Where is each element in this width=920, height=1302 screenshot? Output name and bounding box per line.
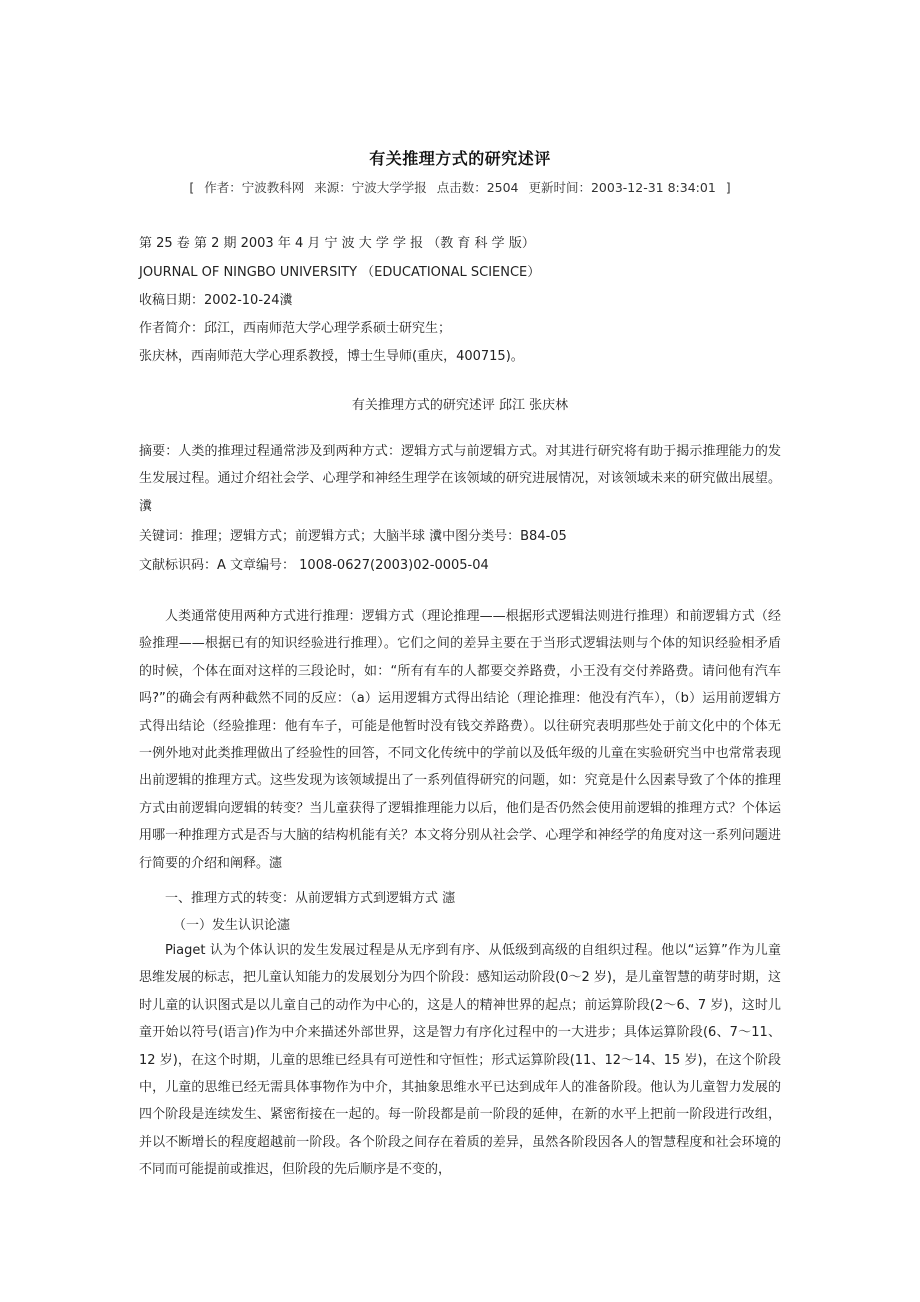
author-intro-1: 作者简介：邱江，西南师范大学心理学系硕士研究生； — [139, 321, 452, 336]
author-intro-2: 张庆林，西南师范大学心理系教授，博士生导师(重庆，400715)。 — [139, 349, 524, 364]
received-date: 收稿日期：2002-10-24瀵 — [139, 293, 293, 308]
journal-english-name: JOURNAL OF NINGBO UNIVERSITY （EDUCATIONAL SCIENCE） — [139, 265, 541, 280]
body-paragraph-2: Piaget 认为个体认识的发生发展过程是从无序到有序、从低级到高级的自组织过程。他以“运算”作为儿童思维发展的标志，把儿童认知能力的发展划分为四个阶段：感知运动阶段(0～2 岁)，是儿童智慧的萌芽时期，这时儿童的认识图式是以儿童自己的动作为中心的，这是人的精神世界的起点；前运算阶段(2～6、7 岁)，这时儿童开始以符号(语言)作为中介来描述外部世界，这是智力有序化过程中的一大进步；具体运算阶段(6、7～11、12 岁)，在这个时期，儿童的思维已经具有可逆性和守恒性；形式运算阶段(11、12～14、15 岁)，在这个阶段中，儿童的思维已经无需具体事物作为中介，其抽象思维水平已达到成年人的准备阶段。他认为儿童智力发展的四个阶段是连续发生、紧密衔接在一起的。每一阶段都是前一阶段的延伸，在新的水平上把前一阶段进行改组，并以不断增长的程度超越前一阶段。各个阶段之间存在着质的差异，虽然各阶段因各人的智慧程度和社会环境的不同而可能提前或推迟，但阶段的先后顺序是不变的， — [139, 943, 781, 1178]
meta-author: 作者：宁波教科网 — [204, 180, 305, 195]
meta-close-bracket: ] — [725, 180, 731, 195]
body-paragraph-1: 人类通常使用两种方式进行推理：逻辑方式（理论推理——根据形式逻辑法则进行推理）和前逻辑方式（经验推理——根据已有的知识经验进行推理）。它们之间的差异主要在于当形式逻辑法则与个体的知识经验相矛盾的时候，个体在面对这样的三段论时，如：“所有有车的人都要交养路费，小王没有交付养路费。请问他有汽车吗?”的确会有两种截然不同的反应：（a）运用逻辑方式得出结论（理论推理：他没有汽车），（b）运用前逻辑方式得出结论（经验推理：他有车子，可能是他暂时没有钱交养路费）。以往研究表明那些处于前文化中的个体无一例外地对此类推理做出了经验性的回答，不同文化传统中的学前以及低年级的儿童在实验研究当中也常常表现出前逻辑的推理方式。这些发现为该领域提出了一系列值得研究的问题，如：究竟是什么因素导致了个体的推理方式由前逻辑向逻辑的转变？当儿童获得了逻辑推理能力以后，他们是否仍然会使用前逻辑的推理方式？个体运用哪一种推理方式是否与大脑的结构机能有关？本文将分别从社会学、心理学和神经学的角度对这一系列问题进行简要的介绍和阐释。瀗 — [139, 609, 781, 871]
meta-source: 来源：宁波大学学报 — [314, 180, 427, 195]
meta-open-bracket: [ — [189, 180, 195, 195]
article-meta — [139, 178, 781, 196]
article-title: 有关推理方式的研究述评 — [369, 149, 551, 168]
section-heading-1: 一、推理方式的转变：从前逻辑方式到逻辑方式 瀗 — [165, 891, 456, 906]
document-code: 文献标识码：A 文章编号： 1008-0627(2003)02-0005-04 — [139, 558, 489, 573]
meta-updated: 更新时间：2003-12-31 8:34:01 — [528, 180, 716, 195]
article-byline: 有关推理方式的研究述评 邱江 张庆林 — [351, 398, 569, 413]
subsection-heading-1: （一）发生认识论瀗 — [173, 918, 291, 933]
abstract: 摘要：人类的推理过程通常涉及到两种方式：逻辑方式与前逻辑方式。对其进行研究将有助于揭示推理能力的发生发展过程。通过介绍社会学、心理学和神经生理学在该领域的研究进展情况，对该领域未来的研究做出展望。瀵 — [139, 444, 781, 514]
meta-clicks: 点击数：2504 — [436, 180, 519, 195]
keywords: 关键词：推理；逻辑方式；前逻辑方式；大脑半球 瀵中图分类号：B84-05 — [139, 529, 567, 544]
journal-issue: 第 25 卷 第 2 期 2003 年 4 月 宁 波 大 学 学 报 （教 育 科 学 版） — [139, 236, 535, 251]
